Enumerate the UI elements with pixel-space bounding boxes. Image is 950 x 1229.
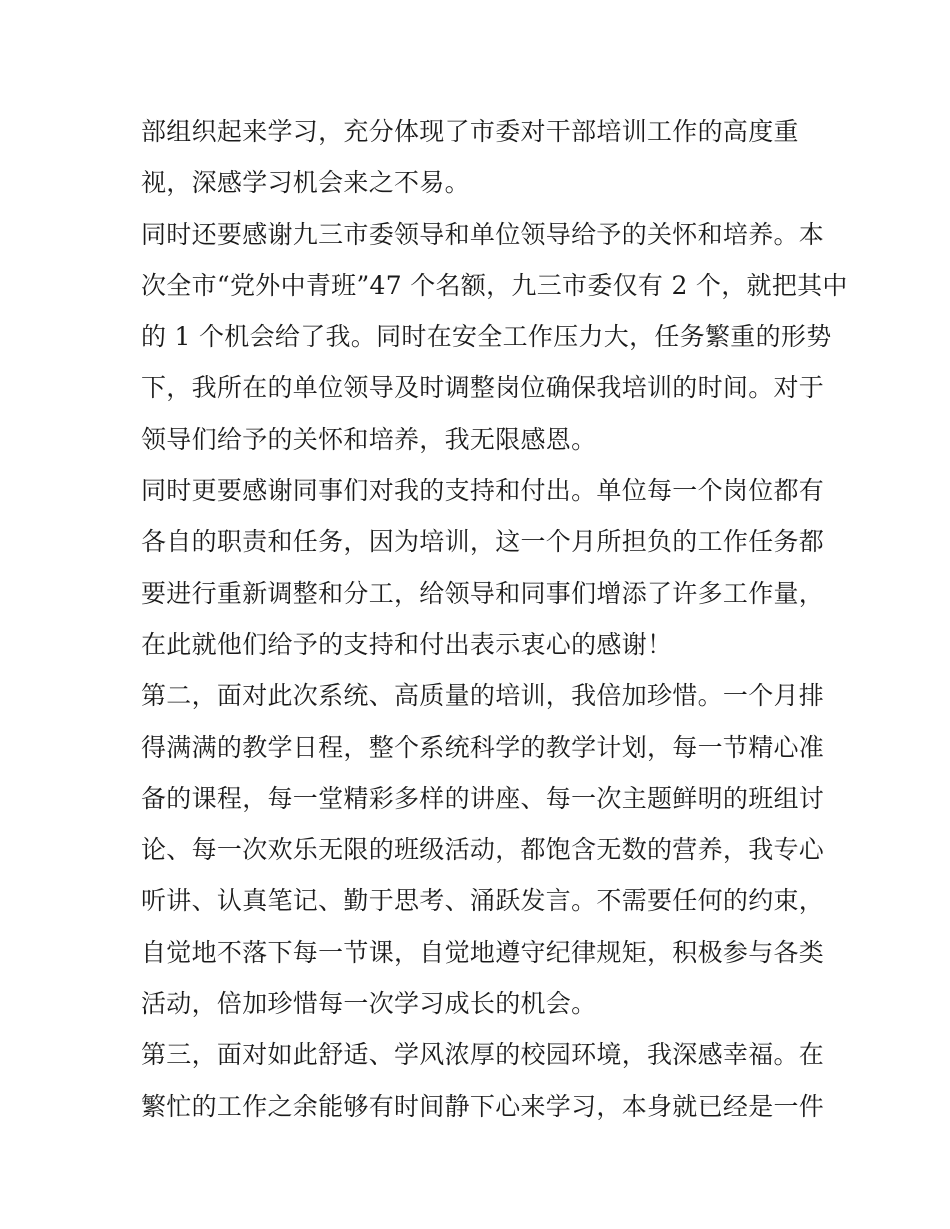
text-line: 自觉地不落下每一节课，自觉地遵守纪律规矩，积极参与各类 [141,937,825,967]
text-line: 同时更要感谢同事们对我的支持和付出。单位每一个岗位都有 [141,476,825,506]
text-line: 论、每一次欢乐无限的班级活动，都饱含无数的营养，我专心 [141,835,825,865]
text-line: 第三，面对如此舒适、学风浓厚的校园环境，我深感幸福。在 [141,1040,825,1070]
text-line: 要进行重新调整和分工，给领导和同事们增添了许多工作量， [141,578,825,608]
text-line: 各自的职责和任务，因为培训，这一个月所担负的工作任务都 [141,527,825,557]
text-line: 领导们给予的关怀和培养，我无限感恩。 [141,424,597,454]
text-line: 备的课程，每一堂精彩多样的讲座、每一次主题鲜明的班组讨 [141,783,825,813]
text-line: 视，深感学习机会来之不易。 [141,168,470,198]
text-line: 下，我所在的单位领导及时调整岗位确保我培训的时间。对于 [141,373,825,403]
text-line: 在此就他们给予的支持和付出表示衷心的感谢！ [141,629,673,659]
text-line: 繁忙的工作之余能够有时间静下心来学习，本身就已经是一件 [141,1091,825,1121]
text-line: 部组织起来学习，充分体现了市委对干部培训工作的高度重 [141,117,799,146]
text-line: 次全市“党外中青班”47 个名额，九三市委仅有 2 个，就把其中 [141,270,848,300]
text-line: 听讲、认真笔记、勤于思考、涌跃发言。不需要任何的约束， [141,886,825,916]
text-line: 第二，面对此次系统、高质量的培训，我倍加珍惜。一个月排 [141,681,825,711]
text-line: 的 1 个机会给了我。同时在安全工作压力大，任务繁重的形势 [141,322,832,352]
text-line: 得满满的教学日程，整个系统科学的教学计划，每一节精心准 [141,732,825,762]
text-line: 同时还要感谢九三市委领导和单位领导给予的关怀和培养。本 [141,219,825,249]
body-text [141,106,848,1132]
text-line: 活动，倍加珍惜每一次学习成长的机会。 [141,989,597,1019]
